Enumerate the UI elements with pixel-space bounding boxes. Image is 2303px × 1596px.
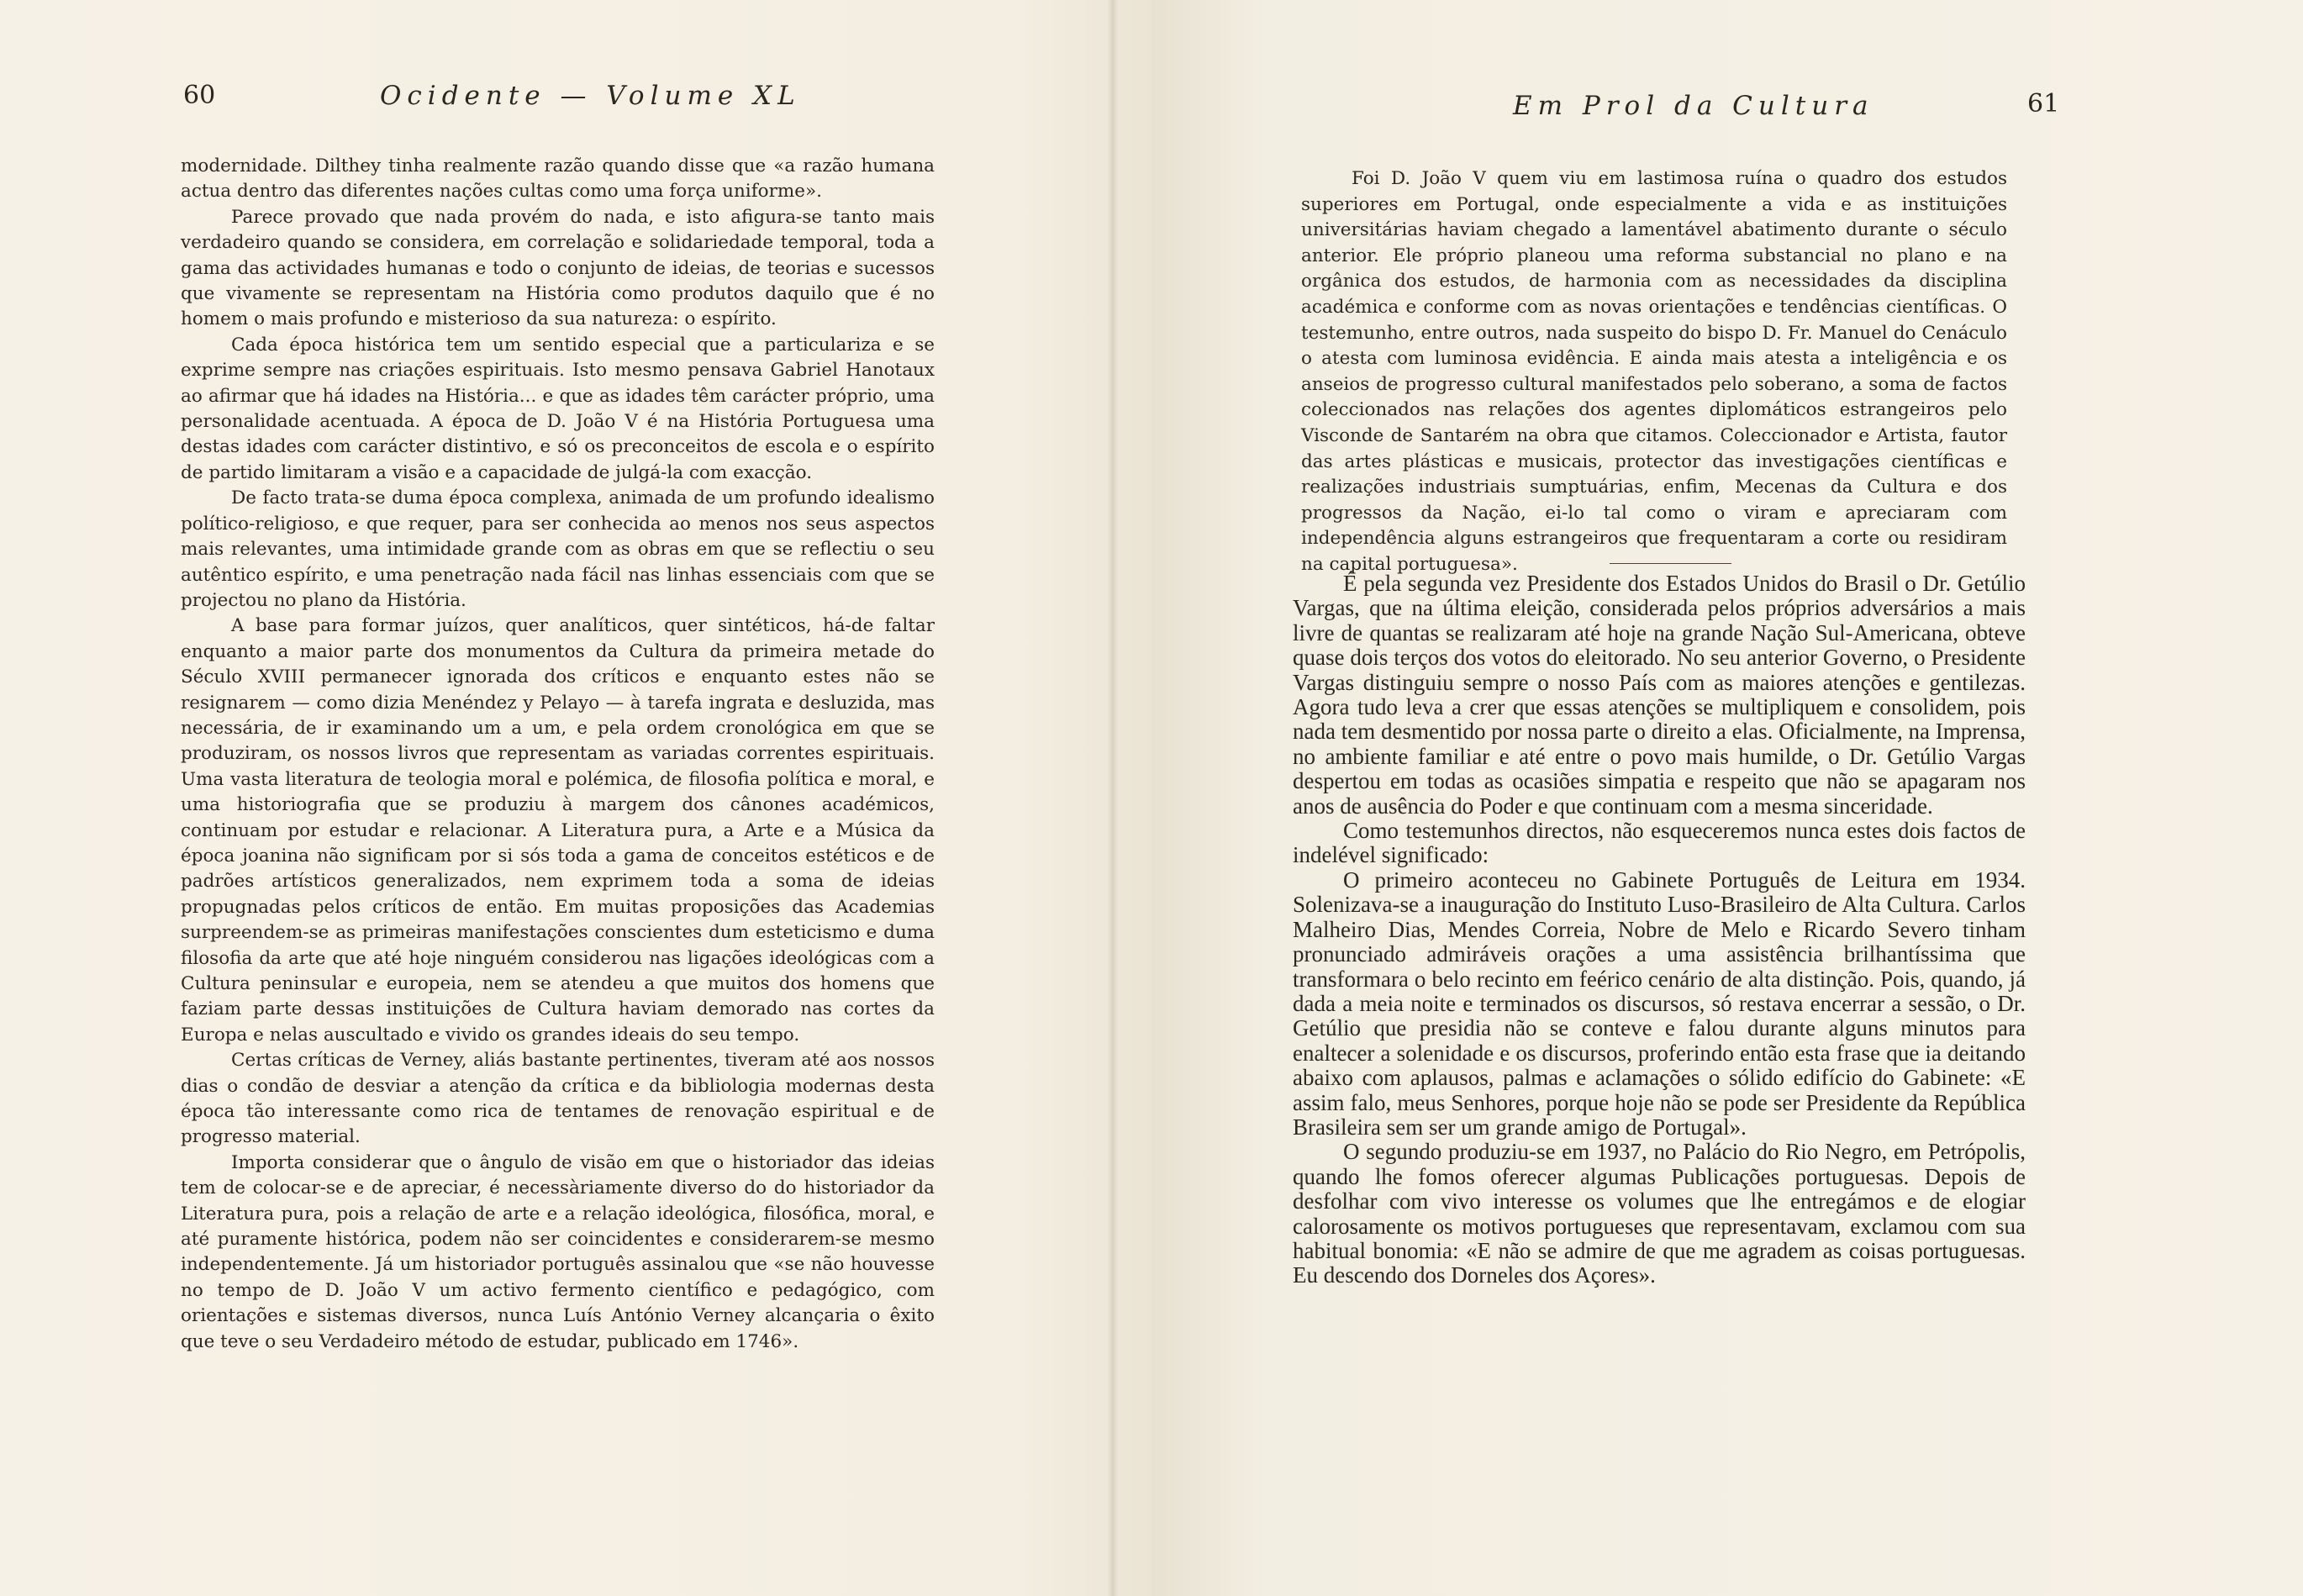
block-quote — [1301, 166, 2007, 578]
paragraph: Cada época histórica tem um sentido especial que a particulariza e se exprime sempre nas criações espirituais. Isto mesmo pensava Gabriel Hanotaux ao afirmar que há idades na História... e que as idades têm carácter próprio, uma personalidade acentuada. A época de D. João V é na História Portuguesa uma destas idades com carácter distintivo, e só os preconceitos de escola e o espírito de partido limitaram a visão e a capacidade de julgá-la com exacção. — [181, 334, 935, 483]
paragraph: Parece provado que nada provém do nada, e isto afigura-se tanto mais verdadeiro quando se considera, em correlação e solidariedade temporal, toda a gama das actividades humanas e todo o conjunto de ideias, de teorias e sucessos que vivamente se representam na História como produtos daquilo que é no homem o mais profundo e misterioso da sua natureza: o espírito. — [181, 206, 935, 330]
body-text — [181, 154, 935, 1355]
paragraph: De facto trata-se duma época complexa, animada de um profundo idealismo político-religioso, e que requer, para ser conhecida ao menos nos seus aspectos mais relevantes, uma intimidade grande com as obras em que se reflectiu o seu autêntico espírito, e uma penetração nada fácil nas linhas essenciais com que se projectou no plano da História. — [181, 487, 935, 611]
paragraph: O segundo produziu-se em 1937, no Palácio do Rio Negro, em Petrópolis, quando lhe fomos oferecer algumas Publicações portuguesas. Depois de desfolhar com vivo interesse os volumes que lhe entregámos e de elogiar calorosamente os motivos portugueses que representavam, exclamou com sua habitual bonomia: «E não se admire de que me agradem as coisas portuguesas. Eu descendo dos Dorneles dos Açores». — [1293, 1139, 2026, 1288]
paragraph: É pela segunda vez Presidente dos Estados Unidos do Brasil o Dr. Getúlio Vargas, que na última eleição, considerada pelos próprios adversários a mais livre de quantas se realizaram até hoje na grande Nação Sul-Americana, obteve quase dois terços dos votos do eleitorado. No seu anterior Governo, o Presidente Vargas distinguiu sempre o nosso País com as maiores atenções e gentilezas. Agora tudo leva a crer que essas atenções se multipliquem e consolidem, pois nada tem desmentido por nossa parte o direito a elas. Oficialmente, na Imprensa, no ambiente familiar e até entre o povo mais humilde, o Dr. Getúlio Vargas despertou em todas as ocasiões simpatia e respeito que não se apagaram nos anos de ausência do Poder e que continuam com a mesma sinceridade. — [1293, 571, 2026, 819]
page-number: 60 — [183, 81, 216, 110]
paragraph: A base para formar juízos, quer analíticos, quer sintéticos, há-de faltar enquanto a maior parte dos monumentos da Cultura da primeira metade do Século XVIII permanecer ignorada dos críticos e enquanto estes não se resignarem — como dizia Menéndez y Pelayo — à tarefa ingrata e desluzida, mas necessária, de ir examinando um a um, e pela ordem cronológica em que se produziram, os nossos livros que representam as variadas correntes espirituais. Uma vasta literatura de teologia moral e polémica, de filosofia política e moral, e uma historiografia que se produziu à margem dos cânones académicos, continuam por estudar e relacionar. A Literatura pura, a Arte e a Música da época joanina não significam por si sós toda a gama de conceitos estéticos e de padrões artísticos generalizados, nem exprimem toda a soma de ideias propugnadas pelos críticos de então. Em muitas proposições das Academias surpreendem-se as primeiras manifestações conscientes dum esteticismo e duma filosofia da arte que até hoje ninguém considerou nas ligações ideológicas com a Cultura peninsular e europeia, nem se atendeu a que muitos dos homens que faziam parte dessas instituições de Cultura haviam demorado nas cortes da Europa e nelas auscultado e vivido os grandes ideais do seu tempo. — [181, 615, 935, 1046]
section-divider — [1610, 563, 1731, 564]
paragraph: Como testemunhos directos, não esqueceremos nunca estes dois factos de indelével significado: — [1293, 818, 2026, 868]
page-number: 61 — [2027, 89, 2060, 119]
paragraph: Importa considerar que o ângulo de visão em que o historiador das ideias tem de colocar-se e de apreciar, é necessàriamente diverso do do historiador da Literatura pura, pois a relação de arte e a relação ideológica, filosófica, moral, e até puramente histórica, podem não ser coincidentes e considerarem-se mesmo independentemente. Já um historiador português assinalou que «se não houvesse no tempo de D. João V um activo fermento científico e pedagógico, com orientações e sistemas diversos, nunca Luís António Verney alcançaria o êxito que teve o seu Verdadeiro método de estudar, publicado em 1746». — [181, 1151, 935, 1352]
running-title: Em Prol da Cultura — [1513, 91, 1874, 121]
right-page — [1152, 0, 2303, 1596]
paragraph: O primeiro aconteceu no Gabinete Português de Leitura em 1934. Solenizava-se a inauguração do Instituto Luso-Brasileiro de Alta Cultura. Carlos Malheiro Dias, Mendes Correia, Nobre de Melo e Ricardo Severo tinham pronunciado admiráveis orações a uma assistência brilhantíssima que transformara o belo recinto em feérico cenário de alta distinção. Pois, quando, já dada a meia noite e terminados os discursos, só restava encerrar a sessão, o Dr. Getúlio que presidia não se conteve e falou durante alguns minutos para enaltecer a solenidade e os discursos, proferindo então esta frase que ia deitando abaixo com aplausos, palmas e aclamações o sólido edifício do Gabinete: «E assim falo, meus Senhores, porque hoje não se pode ser Presidente da República Brasileira sem ser um grande amigo de Portugal». — [1293, 866, 2026, 1140]
body-text — [1293, 572, 2026, 1288]
book-gutter — [1108, 0, 1118, 1596]
running-title: Ocidente — Volume XL — [380, 81, 801, 111]
quote-paragraph: Foi D. João V quem viu em lastimosa ruína o quadro dos estudos superiores em Portugal, onde especialmente a vida e as instituições universitárias haviam chegado a lamentável abatimento durante o século anterior. Ele próprio planeou uma reforma substancial no plano e na orgânica dos estudos, de harmonia com as necessidades da disciplina académica e conforme com as novas orientações e tendências científicas. O testemunho, entre outros, nada suspeito do bispo D. Fr. Manuel do Cenáculo o atesta com luminosa evidência. E ainda mais atesta a inteligência e os anseios de progresso cultural manifestados pelo soberano, a soma de factos coleccionados nas relações dos agentes diplomáticos estrangeiros pelo Visconde de Santarém na obra que citamos. Coleccionador e Artista, fautor das artes plásticas e musicais, protector das investigações científicas e realizações industriais sumptuárias, enfim, Mecenas da Cultura e dos progressos da Nação, ei-lo tal como o viram e apreciaram com independência alguns estrangeiros que frequentaram a corte ou residiram na capital portuguesa». — [1301, 168, 2007, 575]
paragraph: modernidade. Dilthey tinha realmente razão quando disse que «a razão humana actua dentro das diferentes nações cultas como uma força uniforme». — [181, 155, 935, 203]
paragraph: Certas críticas de Verney, aliás bastante pertinentes, tiveram até aos nossos dias o condão de desviar a atenção da crítica e da bibliologia modernas desta época tão interessante como rica de tentames de renovação espiritual e de progresso material. — [181, 1050, 935, 1148]
